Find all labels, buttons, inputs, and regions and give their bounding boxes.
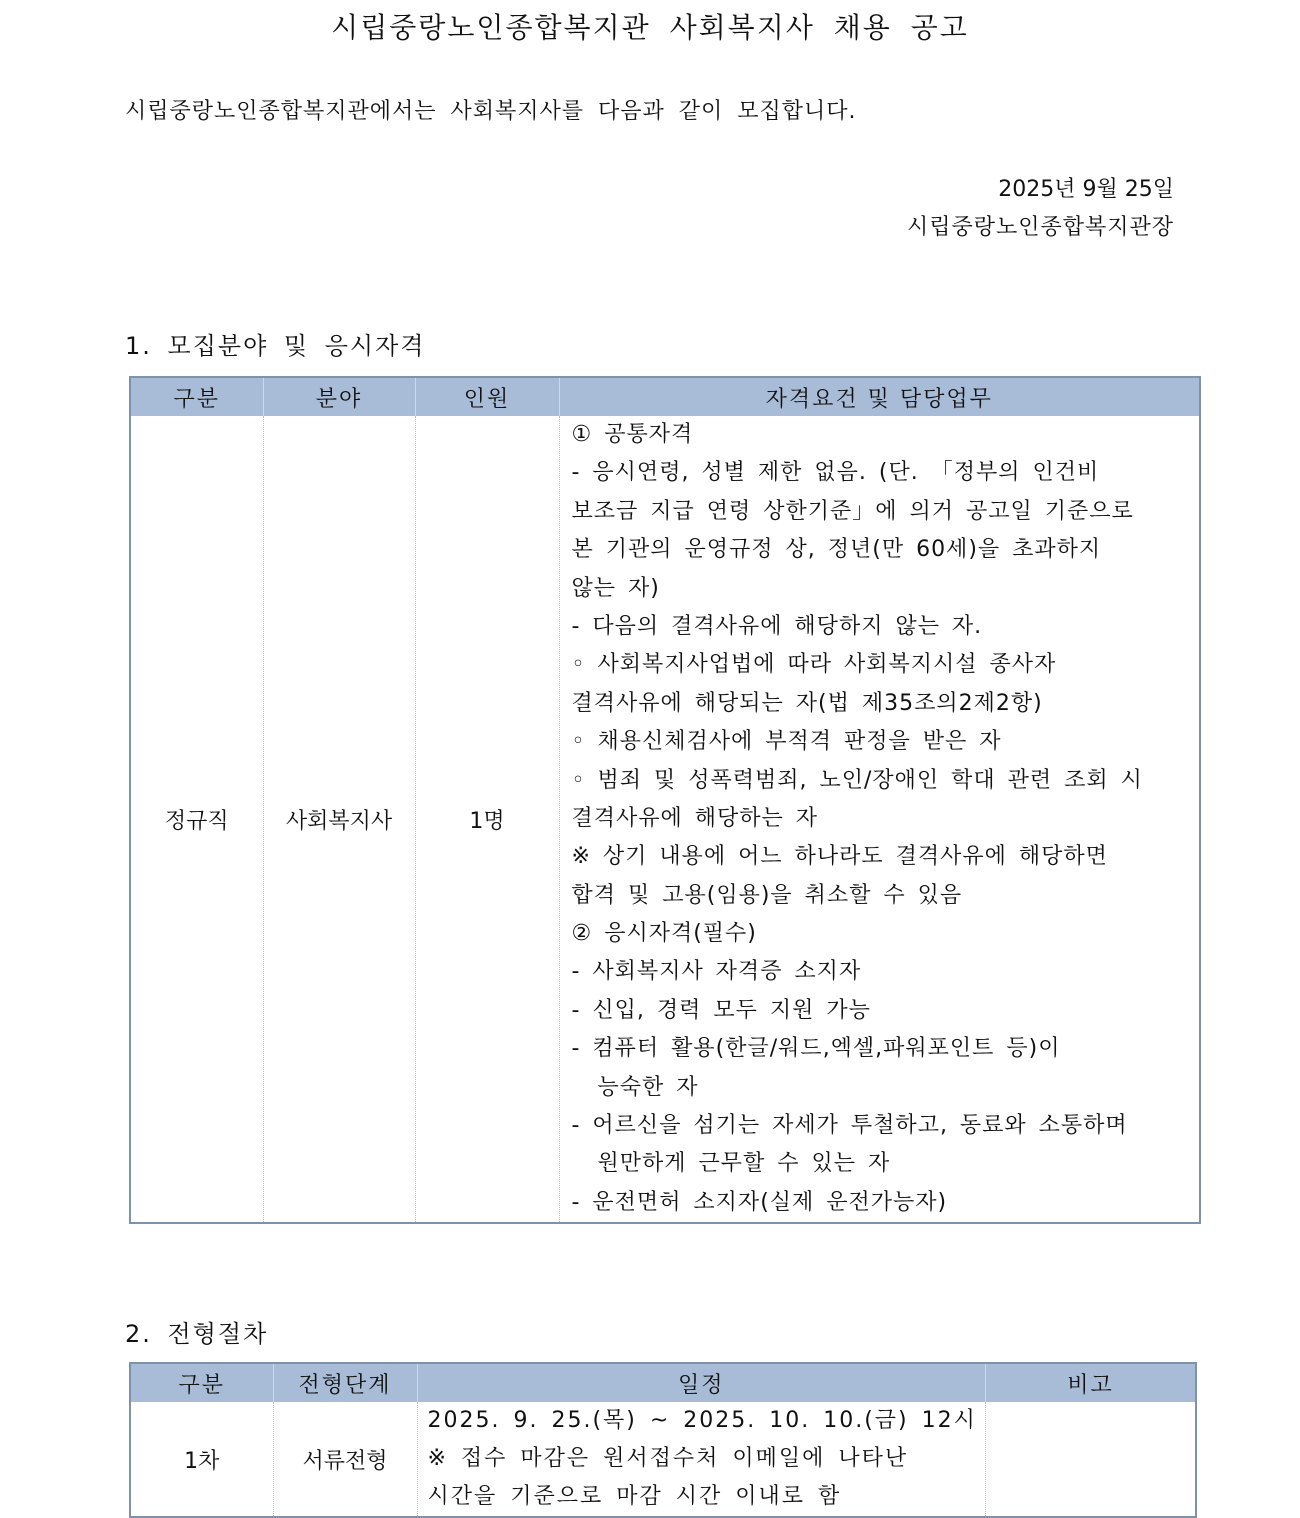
requirement-line: 결격사유에 해당되는 자(법 제35조의2제2항) xyxy=(571,690,1043,716)
requirement-line: 원만하게 근무할 수 있는 자 xyxy=(597,1151,891,1177)
recruitment-table xyxy=(129,376,1201,1224)
requirement-line: ◦ 범죄 및 성폭력범죄, 노인/장애인 학대 관련 조회 시 xyxy=(571,767,1143,793)
cell-stage: 1차 xyxy=(184,1448,220,1474)
header-requirements: 자격요건 및 담당업무 xyxy=(559,377,1200,416)
requirement-line: ① 공통자격 xyxy=(571,422,694,447)
requirement-line: 결격사유에 해당하는 자 xyxy=(571,805,819,831)
cell-step: 서류전형 xyxy=(273,1402,417,1517)
requirement-line: - 컴퓨터 활용(한글/워드,엑셀,파워포인트 등)이 xyxy=(571,1036,1061,1062)
header-step: 전형단계 xyxy=(273,1363,417,1402)
section-heading-recruitment: 1. 모집분야 및 응시자격 xyxy=(125,332,426,360)
cell-note xyxy=(985,1402,1196,1517)
section-heading-procedure: 2. 전형절차 xyxy=(125,1320,269,1348)
requirement-line: - 운전면허 소지자(실제 운전가능자) xyxy=(571,1189,948,1215)
requirement-line: ※ 상기 내용에 어느 하나라도 결격사유에 해당하면 xyxy=(571,844,1108,870)
requirement-line: - 어르신을 섬기는 자세가 투철하고, 동료와 소통하며 xyxy=(571,1113,1128,1139)
requirement-line: ◦ 사회복지사업법에 따라 사회복지시설 종사자 xyxy=(571,652,1057,678)
requirement-line: - 다음의 결격사유에 해당하지 않는 자. xyxy=(571,613,983,639)
document-title: 시립중랑노인종합복지관 사회복지사 채용 공고 xyxy=(331,11,969,44)
cell-schedule xyxy=(417,1402,985,1517)
table-row xyxy=(130,416,1200,1223)
requirement-line: ② 응시자격(필수) xyxy=(571,921,757,947)
header-note: 비고 xyxy=(985,1363,1196,1402)
cell-requirements xyxy=(559,416,1200,1223)
cell-count: 1명 xyxy=(415,416,559,1223)
requirement-line: 보조금 지급 연령 상한기준」에 의거 공고일 기준으로 xyxy=(571,498,1134,524)
intro-text: 시립중랑노인종합복지관에서는 사회복지사를 다음과 같이 모집합니다. xyxy=(125,99,857,124)
requirement-line: - 사회복지사 자격증 소지자 xyxy=(571,959,862,985)
requirement-line: 능숙한 자 xyxy=(597,1074,699,1100)
requirement-line: - 신입, 경력 모두 지원 가능 xyxy=(571,997,871,1023)
procedure-table xyxy=(129,1362,1197,1518)
cell-field: 사회복지사 xyxy=(263,416,415,1223)
requirement-line: 본 기관의 운영규정 상, 정년(만 60세)을 초과하지 xyxy=(571,537,1102,563)
requirement-line: ◦ 채용신체검사에 부적격 판정을 받은 자 xyxy=(571,729,1002,755)
requirement-line: 않는 자) xyxy=(571,575,660,601)
cell-type: 정규직 xyxy=(164,808,229,834)
schedule-line: 2025. 9. 25.(목) ~ 2025. 10. 10.(금) 12시 xyxy=(427,1408,977,1433)
header-schedule: 일정 xyxy=(417,1363,985,1402)
header-category: 구분 xyxy=(130,377,263,416)
table-row xyxy=(130,1402,1196,1517)
announcement-date: 2025년 9월 25일 xyxy=(998,177,1174,202)
requirement-line: 합격 및 고용(임용)을 취소할 수 있음 xyxy=(571,882,963,908)
schedule-line: ※ 접수 마감은 원서접수처 이메일에 나타난 xyxy=(427,1446,909,1471)
table-header-row xyxy=(130,1363,1196,1402)
header-field: 분야 xyxy=(263,377,415,416)
requirement-line: - 응시연령, 성별 제한 없음. (단. 「정부의 인건비 xyxy=(571,460,1100,486)
schedule-line: 시간을 기준으로 마감 시간 이내로 함 xyxy=(427,1484,842,1509)
header-category: 구분 xyxy=(130,1363,273,1402)
header-count: 인원 xyxy=(415,377,559,416)
signer: 시립중랑노인종합복지관장 xyxy=(906,215,1174,240)
table-header-row xyxy=(130,377,1200,416)
